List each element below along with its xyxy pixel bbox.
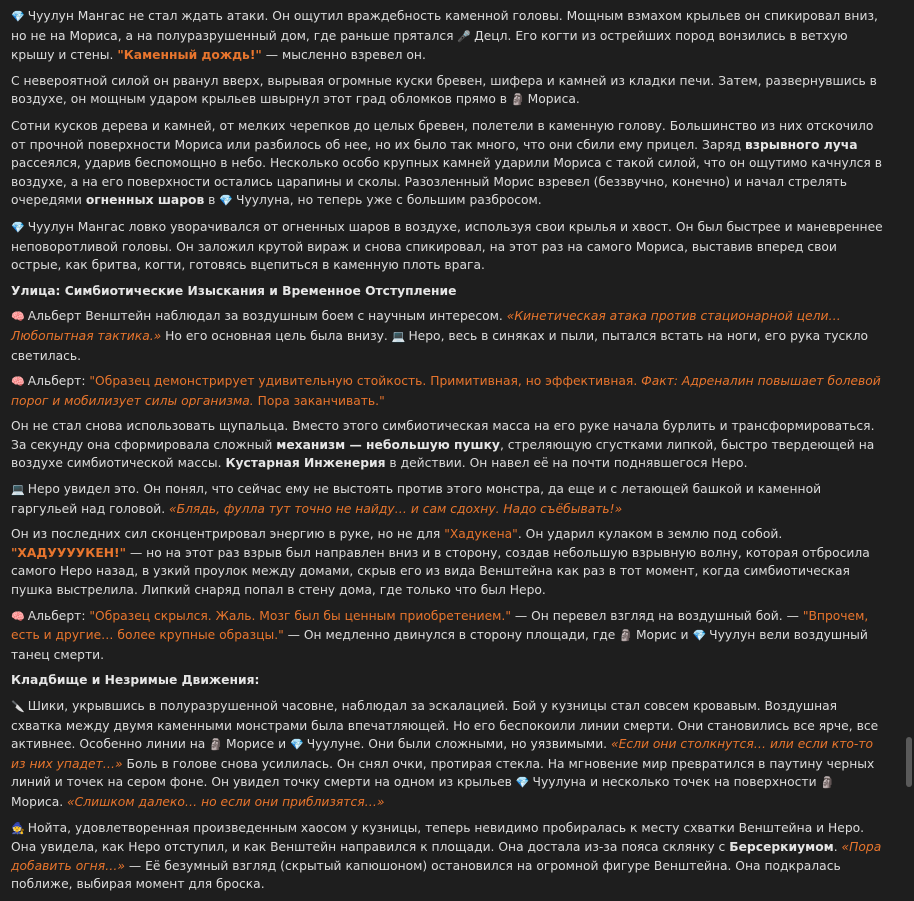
moai-icon: 🗿 — [820, 776, 835, 790]
thought-quote: «Пора добавить огня…» — [11, 840, 882, 873]
dialogue-quote: "Образец скрылся. Жаль. Мозг был бы ценным приобретением." — [89, 608, 511, 623]
dialogue-quote: "Образец демонстрирует удивительную стойкость. Примитивная, но эффективная. — [89, 374, 642, 389]
paragraph: Он не стал снова использовать щупальца. Вместо этого симбиотическая масса на его руке начала бурлить и трансформироваться. За секунду она сформировала сложный механизм — небольшую пушку, стреляющую сгустками липкой, быстро твердеющей на воздухе симбиотической массы. Кустарная Инженерия в действии. Он навел её на почти поднявшегося Неро. — [11, 419, 875, 471]
moai-icon: 🗿 — [510, 93, 525, 107]
dialogue-quote: Факт: Адреналин повышает болевой порог и мобилизует силы организма. — [11, 374, 881, 408]
microphone-icon: 🎤 — [457, 29, 472, 43]
bold-text: взрывного луча — [745, 137, 858, 152]
gem-icon: 💎 — [219, 194, 234, 208]
moai-icon: 🗿 — [209, 738, 223, 752]
shout-text: "Каменный дождь!" — [117, 48, 262, 63]
gem-icon: 💎 — [692, 629, 707, 643]
brain-icon: 🧠 — [11, 310, 25, 324]
knife-icon: 🔪 — [11, 700, 25, 713]
thought-quote: «Кинетическая атака против стационарной цели… Любопытная тактика.» — [11, 309, 841, 343]
laptop-icon: 💻 — [11, 483, 25, 497]
gem-icon: 💎 — [11, 10, 25, 23]
paragraph: 💻 Неро увидел это. Он понял, что сейчас ему не выстоять против этого монстра, да еще и с летающей башкой и каменной гаргульей над головой. «Блядь, фулла тут точно не найду… и сам сдохну. Надо съёбывать!» — [11, 482, 822, 516]
dialogue-quote: "Хадукена" — [444, 527, 518, 542]
dialogue-quote: "Впрочем, есть и другие… более крупные образцы." — [11, 608, 869, 643]
paragraph: 🔪 Шики, укрывшись в полуразрушенной часовне, наблюдал за эскалацией. Бой у кузницы стал совсем кровавым. Воздушная схватка между двумя каменными монстрами была впечатляющей. Но его беспокоили линии смерти. Они становились все ярче, все активнее. Особенно линии на 🗿 Морисе и 💎 Чуулуне. Они были сложными, но уязвимыми. «Если они столкнутся… или если кто-то из них упадет…» Боль в голове снова усилилась. Он снял очки, протирая стекла. На мгновение мир превратился в паутину черных линий и точек на сером фоне. Он увидел точку смерти на одном из крыльев 💎 Чуулуна и несколько точек на поверхности 🗿Мориса. «Слишком далеко… но если они приблизятся…» — [11, 699, 879, 809]
brain-icon: 🧠 — [11, 375, 25, 389]
paragraph: Сотни кусков дерева и камней, от мелких черепков до целых бревен, полетели в каменную голову. Большинство из них отскочило от прочной поверхности Мориса или разбилось об нее, но их было так много, что они сбили ему прицел. Заряд взрывного луча рассеялся, ударив беспомощно в небо. Несколько особо крупных камней ударили Мориса с такой силой, что он ощутимо качнулся в воздухе, а на его поверхности остались царапины и сколы. Разозленный Морис взревел (беззвучно, конечно) и начал стрелять очередями огненных шаров в 💎 Чуулуна, но теперь уже с большим разбросом. — [11, 117, 883, 211]
moai-icon: 🗿 — [619, 629, 633, 643]
paragraph: С невероятной силой он рванул вверх, вырывая огромные куски бревен, шифера и камней из кладки печи. Затем, развернувшись в воздухе, он мощным ударом крыльев швырнул этот град обломков прямо в 🗿 Мориса. — [11, 72, 883, 110]
gem-icon: 💎 — [290, 738, 304, 752]
bold-text: Кустарная Инженерия — [225, 456, 386, 471]
dialogue-quote: Пора заканчивать." — [253, 393, 385, 408]
scrollbar-track[interactable] — [904, 0, 914, 831]
bold-text: Берсеркиумом — [729, 840, 834, 855]
thought-quote: «Слишком далеко… но если они приблизятся…» — [67, 794, 385, 809]
paragraph: 🧠 Альберт: "Образец скрылся. Жаль. Мозг был бы ценным приобретением." — Он перевел взгляд на воздушный бой. — "Впрочем, есть и другие… более крупные образцы." — Он медленно двинулся в сторону площади, где 🗿 Морис и 💎 Чуулун вели воздушный танец смерти. — [11, 608, 869, 662]
thought-quote: «Блядь, фулла тут точно не найду… и сам сдохну. Надо съёбывать!» — [169, 501, 623, 516]
gem-icon: 💎 — [11, 220, 25, 234]
gem-icon: 💎 — [515, 776, 530, 790]
bold-text: огненных шаров — [85, 193, 205, 208]
section-heading: Кладбище и Незримые Движения: — [11, 673, 260, 688]
scrollbar-thumb[interactable] — [906, 737, 912, 787]
laptop-icon: 💻 — [391, 329, 406, 343]
brain-icon: 🧠 — [11, 609, 25, 623]
paragraph: Он из последних сил сконцентрировал энергию в руке, но не для "Хадукена". Он ударил кулаком в землю под собой. "ХАДУУУУКЕН!" — но на этот раз взрыв был направлен вниз и в сторону, создав небольшую взрывную волну, которая отбросила самого Неро назад, в узкий проулок между домами, скрыв его из вида Венштейна как раз в тот момент, когда симбиотическая пушка выстрелила. Липкий снаряд попал в стену дома, где только что был Неро. — [11, 527, 870, 598]
shout-text: "ХАДУУУУКЕН!" — [11, 545, 127, 560]
paragraph: 🧠 Альберт Венштейн наблюдал за воздушным боем с научным интересом. «Кинетическая атака против стационарной цели… Любопытная тактика.» Но его основная цель была внизу. 💻 Неро, весь в синяках и пыли, пытался встать на ноги, его рука тускло светилась. — [11, 309, 869, 363]
paragraph: 🧙 Нойта, удовлетворенная произведенным хаосом у кузницы, теперь невидимо пробиралась к месту схватки Венштейна и Неро. Она увидела, как Неро отступил, и как Венштейн направился к площади. Она достала из-за пояса склянку с Берсеркиумом. «Пора добавить огня…» — Её безумный взгляд (скрытый капюшоном) остановился на огромной фигуре Венштейна. Она подкралась поближе, выбирая момент для броска. — [11, 820, 882, 892]
witch-icon: 🧙 — [11, 821, 25, 835]
section-heading: Улица: Симбиотические Изыскания и Временное Отступление — [11, 283, 457, 298]
bold-text: механизм — небольшую пушку — [276, 437, 500, 452]
chat-message-content — [11, 7, 883, 901]
paragraph: 💎 Чуулун Мангас ловко уворачивался от огненных шаров в воздухе, используя свои крылья и хвост. Он был быстрее и маневреннее неповоротливой головы. Он заложил крутой вираж и снова спикировал, на этот раз на самого Мориса, выставив вперед свои острые, как бритва, когти, готовясь вцепиться в каменную плоть врага. — [11, 219, 883, 273]
paragraph: 🧠 Альберт: "Образец демонстрирует удивительную стойкость. Примитивная, но эффективная. Факт: Адреналин повышает болевой порог и мобилизует силы организма. Пора заканчивать." — [11, 374, 881, 408]
thought-quote: «Если они столкнутся… или если кто-то из них упадет…» — [11, 737, 874, 771]
paragraph: 💎 Чуулун Мангас не стал ждать атаки. Он ощутил враждебность каменной головы. Мощным взмахом крыльев он спикировал вниз, но не на Мориса, а на полуразрушенный дом, где раньше прятался 🎤 Децл. Его когти из острейших пород вонзились в ветхую крышу и стены. "Каменный дождь!" — мысленно взревел он. — [11, 9, 878, 63]
